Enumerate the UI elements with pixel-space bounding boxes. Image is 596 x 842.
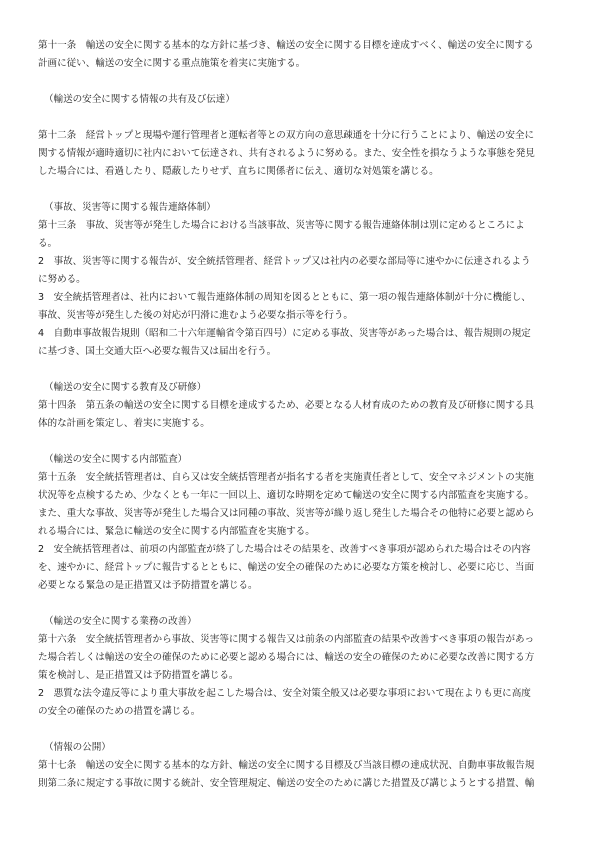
article17-line: 則第二条に規定する事故に関する統計、安全管理規定、輸送の安全のために講じた措置及び講じようとする措置、輸 bbox=[38, 778, 535, 789]
article16-line: 第十六条 安全統括管理者から事故、災害等に関する報告又は前条の内部監査の結果や改善すべき事項の報告があっ bbox=[38, 634, 534, 645]
article12-line: 第十二条 経営トップと現場や運行管理者と運転者等との双方向の意思疎通を十分に行うことにより、輸送の安全に bbox=[38, 130, 534, 141]
article15-line: また、重大な事故、災害等が発生した場合又は同種の事故、災害等が繰り返し発生した場合その他特に必要と認めら bbox=[38, 508, 535, 519]
article15-line: 状況等を点検するため、少なくとも一年に一回以上、適切な時期を定めて輸送の安全に関する内部監査を実施する。 bbox=[38, 490, 534, 501]
section-heading: （輸送の安全に関する教育及び研修） bbox=[44, 382, 207, 393]
article13-line: る。 bbox=[38, 238, 58, 249]
section-heading: （情報の公開） bbox=[44, 742, 111, 753]
article13-line: 事故、災害等が発生した後の対応が円滑に進むよう必要な指示等を行う。 bbox=[38, 310, 353, 321]
article12-line: 関する情報が適時適切に社内において伝達され、共有されるように努める。また、安全性を損なうような事態を発見 bbox=[38, 148, 535, 159]
article14-line: 第十四条 第五条の輸送の安全に関する目標を達成するため、必要となる人材育成のための教育及び研修に関する具 bbox=[38, 400, 534, 411]
article11-line: 計画に従い、輸送の安全に関する重点施策を着実に実施する。 bbox=[38, 58, 306, 69]
section-heading: （事故、災害等に関する報告連絡体制） bbox=[44, 202, 216, 213]
article17-line: 第十七条 輸送の安全に関する基本的な方針、輸送の安全に関する目標及び当該目標の達成状況、自動車事故報告規 bbox=[38, 760, 535, 771]
article13-line: 4 自動車事故報告規則（昭和二十六年運輸省令第百四号）に定める事故、災害等があった場合は、報告規則の規定 bbox=[38, 328, 531, 339]
section-heading: （輸送の安全に関する情報の共有及び伝達） bbox=[44, 94, 235, 105]
article15-line: を、速やかに、経営トップに報告するとともに、輸送の安全の確保のために必要な方策を検討し、必要に応じ、当面 bbox=[38, 562, 534, 573]
section-heading: （輸送の安全に関する内部監査） bbox=[44, 454, 188, 465]
article13-line: 第十三条 事故、災害等が発生した場合における当該事故、災害等に関する報告連絡体制は別に定めるところによ bbox=[38, 220, 525, 231]
article16-line: 策を検討し、是正措置又は予防措置を講じる。 bbox=[38, 670, 239, 681]
article13-line: に努める。 bbox=[38, 274, 86, 285]
article11-line: 第十一条 輸送の安全に関する基本的な方針に基づき、輸送の安全に関する目標を達成すべく、輸送の安全に関する bbox=[38, 40, 534, 51]
article15-line: 第十五条 安全統括管理者は、自ら又は安全統括管理者が指名する者を実施責任者として、安全マネジメントの実施 bbox=[38, 472, 534, 483]
section-heading: （輸送の安全に関する業務の改善） bbox=[44, 616, 197, 627]
article13-line: 3 安全統括管理者は、社内において報告連絡体制の周知を図るとともに、第一項の報告連絡体制が十分に機能し、 bbox=[38, 292, 531, 303]
article16-line: の安全の確保のための措置を講じる。 bbox=[38, 706, 201, 717]
article16-line: 2 悪質な法令違反等により重大事故を起こした場合は、安全対策全般又は必要な事項において現在よりも更に高度 bbox=[38, 688, 531, 699]
article12-line: した場合には、看過したり、隠蔽したりせず、直ちに関係者に伝え、適切な対処策を講じる。 bbox=[38, 166, 439, 177]
article13-line: に基づき、国土交通大臣へ必要な報告又は届出を行う。 bbox=[38, 346, 277, 357]
article15-line: れる場合には、緊急に輸送の安全に関する内部監査を実施する。 bbox=[38, 526, 315, 537]
article13-line: 2 事故、災害等に関する報告が、安全統括管理者、経営トップ又は社内の必要な部局等に速やかに伝達されるよう bbox=[38, 256, 531, 267]
article15-line: 2 安全統括管理者は、前項の内部監査が終了した場合はその結果を、改善すべき事項が認められた場合はその内容 bbox=[38, 544, 531, 555]
article14-line: 体的な計画を策定し、着実に実施する。 bbox=[38, 418, 210, 429]
article16-line: た場合若しくは輸送の安全の確保のために必要と認める場合には、輸送の安全の確保のために必要な改善に関する方 bbox=[38, 652, 535, 663]
article15-line: 必要となる緊急の是正措置又は予防措置を講じる。 bbox=[38, 580, 258, 591]
